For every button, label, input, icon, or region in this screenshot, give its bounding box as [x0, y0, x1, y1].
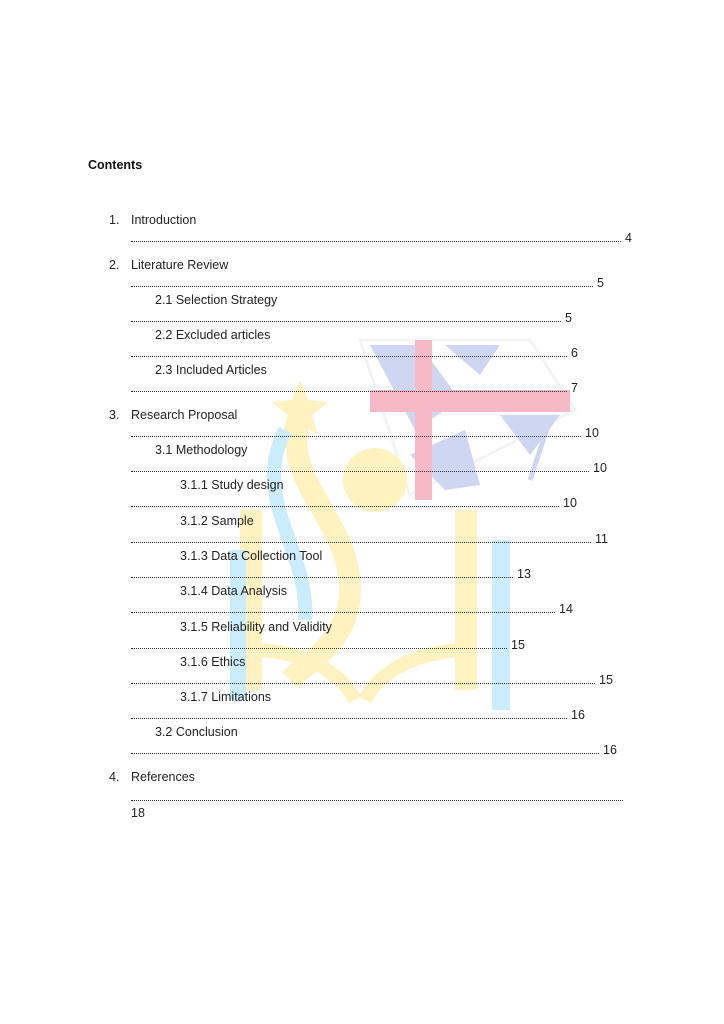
toc-entry-label: 2.2 Excluded articles — [155, 328, 271, 342]
toc-page-number: 5 — [597, 276, 604, 290]
dotted-leader — [131, 354, 567, 357]
toc-entry-link[interactable] — [180, 584, 287, 598]
toc-entry-label: Literature Review — [131, 258, 229, 272]
toc-entry-label: 3.1.6 Ethics — [180, 655, 246, 669]
toc-entry-label: Introduction — [131, 213, 197, 227]
toc-entry-label: 3.1.3 Data Collection Tool — [180, 549, 323, 563]
dotted-leader — [131, 575, 513, 578]
toc-entry-link[interactable] — [155, 363, 267, 377]
dotted-leader — [131, 434, 581, 437]
toc-leader-row — [131, 461, 607, 475]
dotted-leader — [131, 239, 621, 242]
toc-page-number: 18 — [131, 806, 145, 820]
dotted-leader — [131, 716, 567, 719]
toc-leader-row — [131, 496, 577, 510]
toc-leader-row — [131, 381, 578, 395]
toc-leader-row — [131, 311, 572, 325]
toc-entry-link[interactable] — [109, 258, 228, 272]
toc-leader-row — [131, 567, 531, 581]
toc-page-number: 15 — [599, 673, 613, 687]
dotted-leader — [131, 646, 507, 649]
toc-entry-link[interactable] — [155, 443, 247, 457]
dotted-leader — [131, 469, 589, 472]
toc-entry-link[interactable] — [155, 293, 277, 307]
toc-entry-link[interactable] — [180, 549, 322, 563]
toc-page-number: 7 — [571, 381, 578, 395]
toc-entry-label: 3.1.7 Limitations — [180, 690, 272, 704]
toc-entry-label: 2.1 Selection Strategy — [155, 293, 278, 307]
contents-heading: Contents — [88, 158, 143, 172]
toc-entry-label: 3.1.4 Data Analysis — [180, 584, 288, 598]
toc-page-number: 5 — [565, 311, 572, 325]
toc-leader-row — [131, 231, 632, 245]
toc-entry-label: 3.1.1 Study design — [180, 478, 284, 492]
toc-leader-row — [131, 426, 599, 440]
toc-entry-number: 3. — [109, 408, 120, 422]
watermark-logo-icon — [230, 320, 590, 720]
toc-entry-link[interactable] — [155, 725, 238, 739]
toc-entry-number: 2. — [109, 258, 120, 272]
toc-leader-row — [131, 743, 617, 757]
toc-entry-link[interactable] — [109, 213, 196, 227]
toc-page-number: 13 — [517, 567, 531, 581]
dotted-leader — [131, 681, 595, 684]
toc-entry-label: 3.1.5 Reliability and Validity — [180, 620, 332, 634]
toc-entry-link[interactable] — [180, 655, 245, 669]
toc-leader-row — [131, 638, 525, 652]
toc-leader-row — [131, 790, 623, 804]
toc-page-number: 16 — [603, 743, 617, 757]
toc-entry-link[interactable] — [180, 514, 254, 528]
toc-page-number: 15 — [511, 638, 525, 652]
toc-page-number: 4 — [625, 231, 632, 245]
dotted-leader — [131, 798, 623, 801]
toc-leader-row — [131, 276, 604, 290]
toc-entry-link[interactable] — [109, 408, 237, 422]
toc-entry-label: References — [131, 770, 195, 784]
toc-page-number: 6 — [571, 346, 578, 360]
toc-leader-row — [131, 673, 613, 687]
toc-leader-row — [131, 708, 585, 722]
toc-page-number: 11 — [595, 532, 608, 546]
toc-entry-link[interactable] — [180, 620, 332, 634]
toc-entry-link[interactable] — [155, 328, 270, 342]
dotted-leader — [131, 284, 593, 287]
toc-entry-link[interactable] — [180, 478, 284, 492]
toc-page-number: 16 — [571, 708, 585, 722]
toc-entry-label: 3.1 Methodology — [155, 443, 248, 457]
toc-entry-link[interactable] — [109, 770, 195, 784]
toc-entry-label: 3.2 Conclusion — [155, 725, 238, 739]
dotted-leader — [131, 504, 559, 507]
toc-page-number: 10 — [585, 426, 599, 440]
toc-entry-number: 4. — [109, 770, 120, 784]
dotted-leader — [131, 610, 555, 613]
dotted-leader — [131, 319, 561, 322]
toc-leader-row — [131, 602, 573, 616]
toc-entry-label: 3.1.2 Sample — [180, 514, 254, 528]
toc-leader-row — [131, 532, 608, 546]
toc-leader-row — [131, 346, 578, 360]
toc-entry-label: Research Proposal — [131, 408, 238, 422]
toc-page-number: 10 — [563, 496, 577, 510]
dotted-leader — [131, 540, 591, 543]
toc-entry-label: 2.3 Included Articles — [155, 363, 267, 377]
toc-page-number: 14 — [559, 602, 573, 616]
toc-entry-number: 1. — [109, 213, 120, 227]
toc-entry-link[interactable] — [180, 690, 271, 704]
dotted-leader — [131, 751, 599, 754]
toc-page-number: 10 — [593, 461, 607, 475]
dotted-leader — [131, 389, 567, 392]
